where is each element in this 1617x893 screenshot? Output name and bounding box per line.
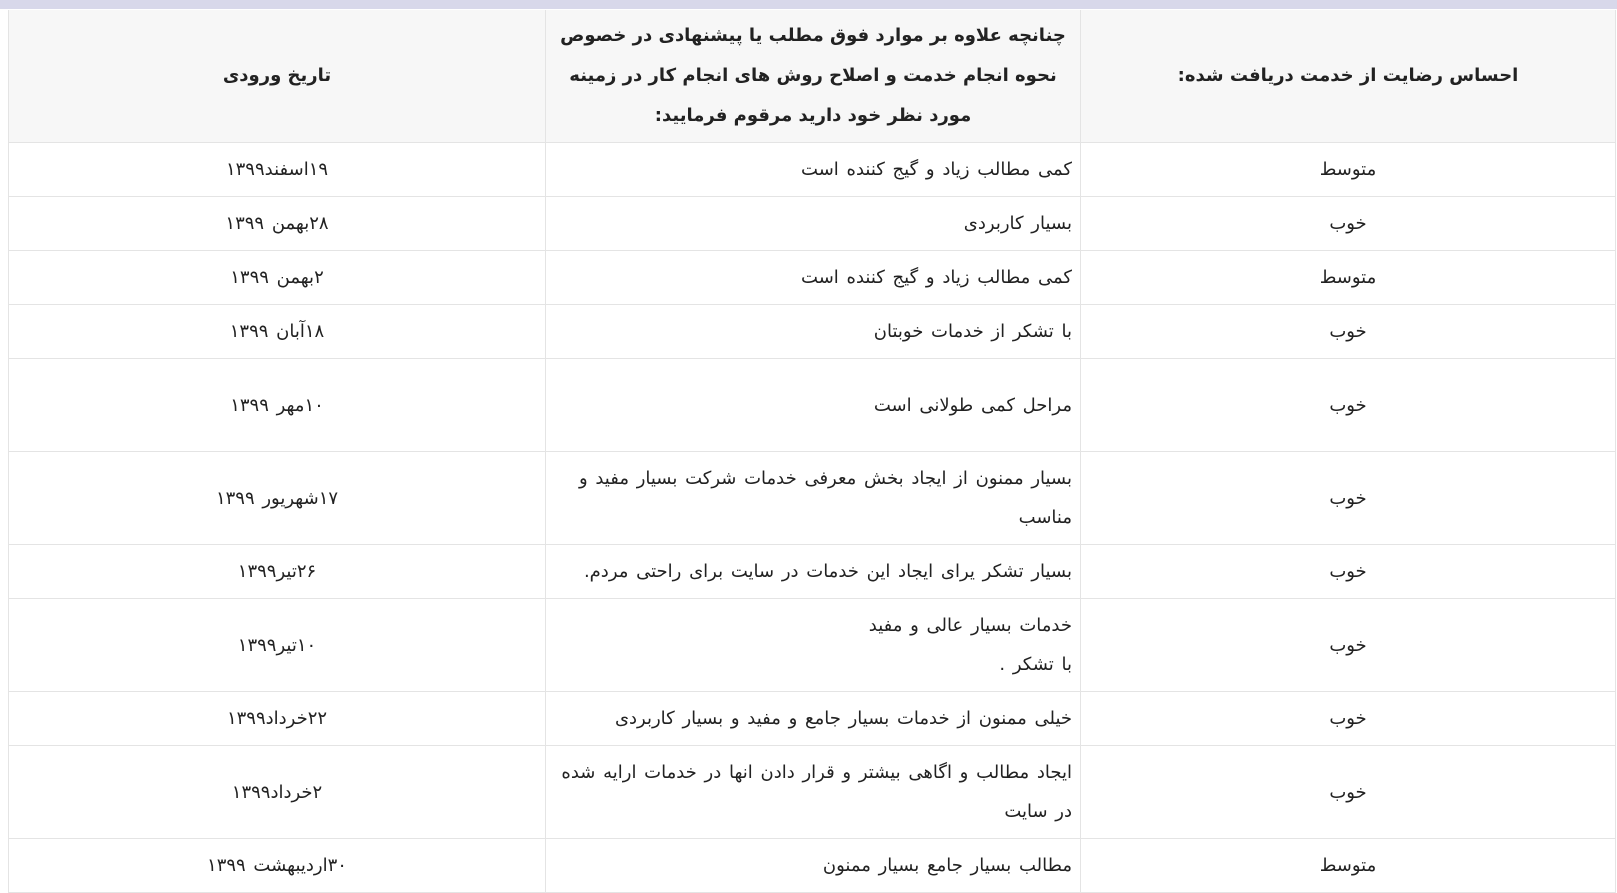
cell-suggestion: بسیار تشکر یرای ایجاد این خدمات در سایت برای راحتی مردم. [546,545,1081,599]
cell-satisfaction: خوب [1081,692,1616,746]
cell-satisfaction: خوب [1081,197,1616,251]
table-row [9,143,1616,197]
header-date: تاریخ ورودی [9,10,546,143]
cell-suggestion: کمی مطالب زیاد و گیج کننده است [546,143,1081,197]
table-row [9,692,1616,746]
table-row [9,839,1616,893]
cell-suggestion-line: خدمات بسیار عالی و مفید [868,615,1072,636]
table-row [9,305,1616,359]
cell-satisfaction: خوب [1081,359,1616,452]
cell-satisfaction: متوسط [1081,839,1616,893]
cell-date: ۱۷شهریور ۱۳۹۹ [9,452,546,545]
cell-date: ۲۲خرداد۱۳۹۹ [9,692,546,746]
cell-suggestion: مراحل کمی طولانی است [546,359,1081,452]
cell-date: ۱۰تیر۱۳۹۹ [9,599,546,692]
header-suggestion: چنانچه علاوه بر موارد فوق مطلب یا پیشنهادی در خصوص نحوه انجام خدمت و اصلاح روش های انجام کار در زمینه مورد نظر خود دارید مرقوم فرمایید: [546,10,1081,143]
cell-satisfaction: متوسط [1081,143,1616,197]
cell-suggestion: با تشکر از خدمات خوبتان [546,305,1081,359]
cell-suggestion: مطالب بسیار جامع بسیار ممنون [546,839,1081,893]
table-row [9,746,1616,839]
table-row [9,359,1616,452]
cell-date: ۲۸بهمن ۱۳۹۹ [9,197,546,251]
table-row [9,197,1616,251]
cell-suggestion [546,599,1081,692]
cell-satisfaction: خوب [1081,599,1616,692]
cell-date: ۳۰اردیبهشت ۱۳۹۹ [9,839,546,893]
feedback-table [8,10,1616,893]
cell-satisfaction: متوسط [1081,251,1616,305]
cell-date: ۲بهمن ۱۳۹۹ [9,251,546,305]
cell-satisfaction: خوب [1081,452,1616,545]
cell-suggestion: خیلی ممنون از خدمات بسیار جامع و مفید و بسیار کاربردی [546,692,1081,746]
cell-date: ۲۶تیر۱۳۹۹ [9,545,546,599]
top-strip [0,0,1617,9]
table-row [9,452,1616,545]
feedback-table-container [8,10,1615,893]
cell-date: ۲خرداد۱۳۹۹ [9,746,546,839]
cell-suggestion: بسیار کاربردی [546,197,1081,251]
cell-suggestion: کمی مطالب زیاد و گیج کننده است [546,251,1081,305]
cell-suggestion: بسیار ممنون از ایجاد بخش معرفی خدمات شرکت بسیار مفید و مناسب [546,452,1081,545]
cell-satisfaction: خوب [1081,305,1616,359]
cell-suggestion: ایجاد مطالب و اگاهی بیشتر و قرار دادن انها در خدمات ارایه شده در سایت [546,746,1081,839]
header-satisfaction: احساس رضایت از خدمت دریافت شده: [1081,10,1616,143]
table-row [9,599,1616,692]
cell-date: ۱۹اسفند۱۳۹۹ [9,143,546,197]
cell-satisfaction: خوب [1081,746,1616,839]
table-header-row [9,10,1616,143]
table-row [9,545,1616,599]
cell-satisfaction: خوب [1081,545,1616,599]
cell-suggestion-line: با تشکر . [999,654,1072,675]
cell-date: ۱۰مهر ۱۳۹۹ [9,359,546,452]
cell-date: ۱۸آبان ۱۳۹۹ [9,305,546,359]
table-row [9,251,1616,305]
